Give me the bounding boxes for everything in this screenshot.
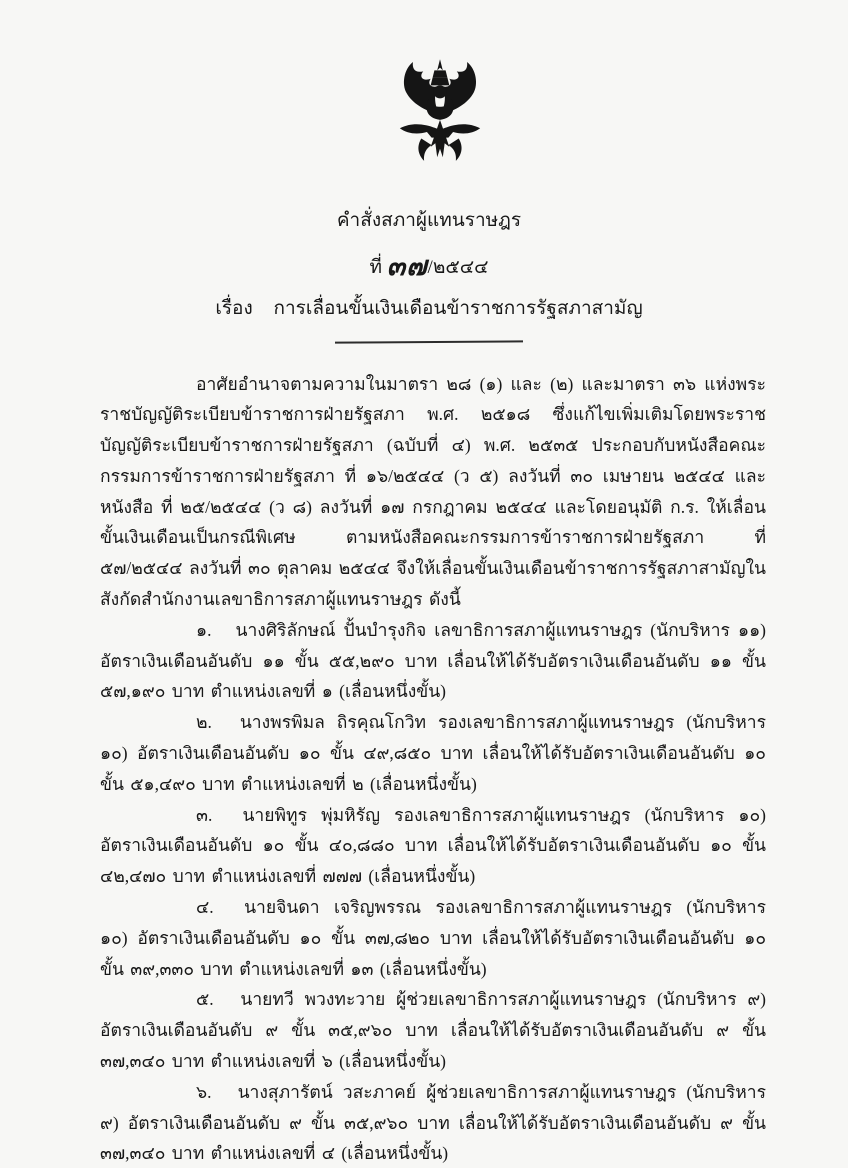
document-number-line [10, 242, 848, 285]
intro-paragraph: อาศัยอำนาจตามความในมาตรา ๒๘ (๑) และ (๒) และมาตรา ๓๖ แห่งพระราชบัญญัติระเบียบข้าราชการฝ่ายรัฐสภา พ.ศ. ๒๕๑๘ ซึ่งแก้ไขเพิ่มเติมโดยพระราชบัญญัติระเบียบข้าราชการฝ่ายรัฐสภา (ฉบับที่ ๔) พ.ศ. ๒๕๓๕ ประกอบกับหนังสือคณะกรรมการข้าราชการฝ่ายรัฐสภา ที่ ๑๖/๒๕๔๔ (ว ๕) ลงวันที่ ๓๐ เมษายน ๒๕๔๔ และหนังสือ ที่ ๒๕/๒๕๔๔ (ว ๘) ลงวันที่ ๑๗ กรกฎาคม ๒๕๔๔ และโดยอนุมัติ ก.ร. ให้เลื่อนขั้นเงินเดือนเป็นกรณีพิเศษ ตามหนังสือคณะกรรมการข้าราชการฝ่ายรัฐสภา ที่ ๕๗/๒๕๔๔ ลงวันที่ ๓๐ ตุลาคม ๒๕๔๔ จึงให้เลื่อนขั้นเงินเดือนข้าราชการรัฐสภาสามัญในสังกัดสำนักงานเลขาธิการสภาผู้แทนราษฎร ดังนี้ [100, 373, 766, 610]
emblem-container [0, 0, 848, 187]
item-text: นางพรพิมล ถิรคุณโกวิท รองเลขาธิการสภาผู้แทนราษฎร (นักบริหาร ๑๐) อัตราเงินเดือนอันดับ ๑๐ ขั้น ๔๙,๘๕๐ บาท เลื่อนให้ได้รับอัตราเงินเดือนอันดับ ๑๐ ขั้น ๕๑,๔๙๐ บาท ตำแหน่งเลขที่ ๒ (เลื่อนหนึ่งขั้น) [100, 712, 766, 794]
item-text: นายทวี พวงทะวาย ผู้ช่วยเลขาธิการสภาผู้แทนราษฎร (นักบริหาร ๙) อัตราเงินเดือนอันดับ ๙ ขั้น ๓๕,๙๖๐ บาท เลื่อนให้ได้รับอัตราเงินเดือนอันดับ ๙ ขั้น ๓๗,๓๔๐ บาท ตำแหน่งเลขที่ ๖ (เลื่อนหนึ่งขั้น) [100, 989, 767, 1072]
item-text: นางศิริลักษณ์ ปั้นบำรุงกิจ เลขาธิการสภาผู้แทนราษฎร (นักบริหาร ๑๑) อัตราเงินเดือนอันดับ ๑๑ ขั้น ๕๕,๒๙๐ บาท เลื่อนให้ได้รับอัตราเงินเดือนอันดับ ๑๑ ขั้น ๕๗,๑๙๐ บาท ตำแหน่งเลขที่ ๑ (เลื่อนหนึ่งขั้น) [100, 619, 767, 702]
order-item-2 [100, 707, 766, 799]
item-number: ๓. [196, 804, 213, 825]
subject-label: เรื่อง [215, 297, 253, 319]
document-number-suffix: /๒๕๔๔ [427, 256, 489, 278]
item-number: ๖. [196, 1081, 212, 1102]
order-item-6 [100, 1077, 766, 1168]
item-text: นายพิทูร พุ่มหิรัญ รองเลขาธิการสภาผู้แทนราษฎร (นักบริหาร ๑๐) อัตราเงินเดือนอันดับ ๑๐ ขั้น ๔๐,๘๘๐ บาท เลื่อนให้ได้รับอัตราเงินเดือนอันดับ ๑๐ ขั้น ๔๒,๔๗๐ บาท ตำแหน่งเลขที่ ๗๗๗ (เลื่อนหนึ่งขั้น) [100, 804, 766, 887]
item-number: ๕. [196, 989, 214, 1010]
order-item-5 [100, 984, 766, 1076]
document-body [100, 369, 766, 1168]
item-text: นางสุภารัตน์ วสะภาคย์ ผู้ช่วยเลขาธิการสภาผู้แทนราษฎร (นักบริหาร ๙) อัตราเงินเดือนอันดับ ๙ ขั้น ๓๕,๙๖๐ บาท เลื่อนให้ได้รับอัตราเงินเดือนอันดับ ๙ ขั้น ๓๗,๓๔๐ บาท ตำแหน่งเลขที่ ๔ (เลื่อนหนึ่งขั้น) [100, 1081, 767, 1164]
order-item-1 [100, 615, 766, 707]
item-number: ๔. [196, 897, 214, 918]
item-number: ๑. [196, 619, 212, 640]
order-item-3 [100, 800, 766, 892]
document-title: คำสั่งสภาผู้แทนราษฎร [336, 210, 522, 231]
title-divider [335, 340, 523, 343]
garuda-emblem-icon [384, 54, 496, 182]
item-text: นายจินดา เจริญพรรณ รองเลขาธิการสภาผู้แทนราษฎร (นักบริหาร ๑๐) อัตราเงินเดือนอันดับ ๑๐ ขั้น ๓๗,๘๒๐ บาท เลื่อนให้ได้รับอัตราเงินเดือนอันดับ ๑๐ ขั้น ๓๙,๓๓๐ บาท ตำแหน่งเลขที่ ๑๓ (เลื่อนหนึ่งขั้น) [100, 897, 767, 979]
subject-line [10, 293, 848, 323]
document-number-prefix: ที่ [369, 256, 383, 278]
title-block [0, 207, 848, 343]
order-item-4 [100, 892, 766, 984]
subject-text: การเลื่อนขั้นเงินเดือนข้าราชการรัฐสภาสามัญ [273, 297, 643, 319]
document-number-value: ๓๗ [386, 250, 428, 281]
item-number: ๒. [196, 712, 212, 733]
